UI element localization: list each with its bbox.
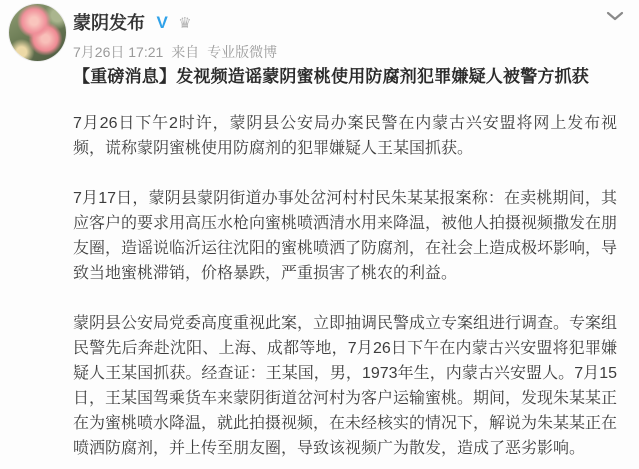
author-name[interactable]: 蒙阴发布 bbox=[73, 13, 145, 33]
timestamp: 7月26日 17:21 bbox=[73, 44, 164, 60]
vip-crown-icon: ♛ bbox=[178, 15, 192, 32]
post-title: 【重磅消息】发视频造谣蒙阴蜜桃使用防腐剂犯罪嫌疑人被警方抓获 bbox=[73, 67, 589, 86]
post-paragraph-3: 蒙阴县公安局党委高度重视此案，立即抽调民警成立专案组进行调查。专案组民警先后奔赴沈阳、上海、成都等地，7月26日下午在内蒙古兴安盟将犯罪嫌疑人王某国抓获。经查证：王某国，男，1973年生，内蒙古兴安盟人。7月15日，王某国驾乘货车来蒙阴街道岔河村为客户运输蜜桃。期间，发现朱某某正在为蜜桃喷水降温，就此拍摄视频，在未经核实的情况下，解说为朱某某正在喷洒防腐剂，并上传至朋友圈，导致该视频广为散发，造成了恶劣影响。 bbox=[73, 315, 618, 457]
source-app-link[interactable]: 专业版微博 bbox=[207, 44, 278, 60]
author-row bbox=[73, 13, 277, 35]
verified-v-icon: V bbox=[156, 13, 168, 32]
source-from-label: 来自 bbox=[171, 44, 200, 60]
avatar[interactable] bbox=[9, 4, 66, 61]
post-paragraph-1: 7月26日下午2时许，蒙阴县公安局办案民警在内蒙古兴安盟将网上发布视频，谎称蒙阴蜜桃使用防腐剂的犯罪嫌疑人王某国抓获。 bbox=[73, 115, 617, 157]
post-content bbox=[73, 64, 617, 461]
post-meta bbox=[73, 44, 277, 60]
post-header bbox=[73, 13, 277, 60]
chevron-down-icon[interactable] bbox=[605, 9, 625, 23]
post-paragraph-2: 7月17日，蒙阴县蒙阴街道办事处岔河村村民朱某某报案称：在卖桃期间，其应客户的要求用高压水枪向蜜桃喷洒清水用来降温，被他人拍摄视频撒发在朋友圈，造谣说临沂运往沈阳的蜜桃喷洒了防腐剂，在社会上造成极坏影响，导致当地蜜桃滞销，价格暴跌，严重损害了桃农的利益。 bbox=[73, 190, 618, 282]
